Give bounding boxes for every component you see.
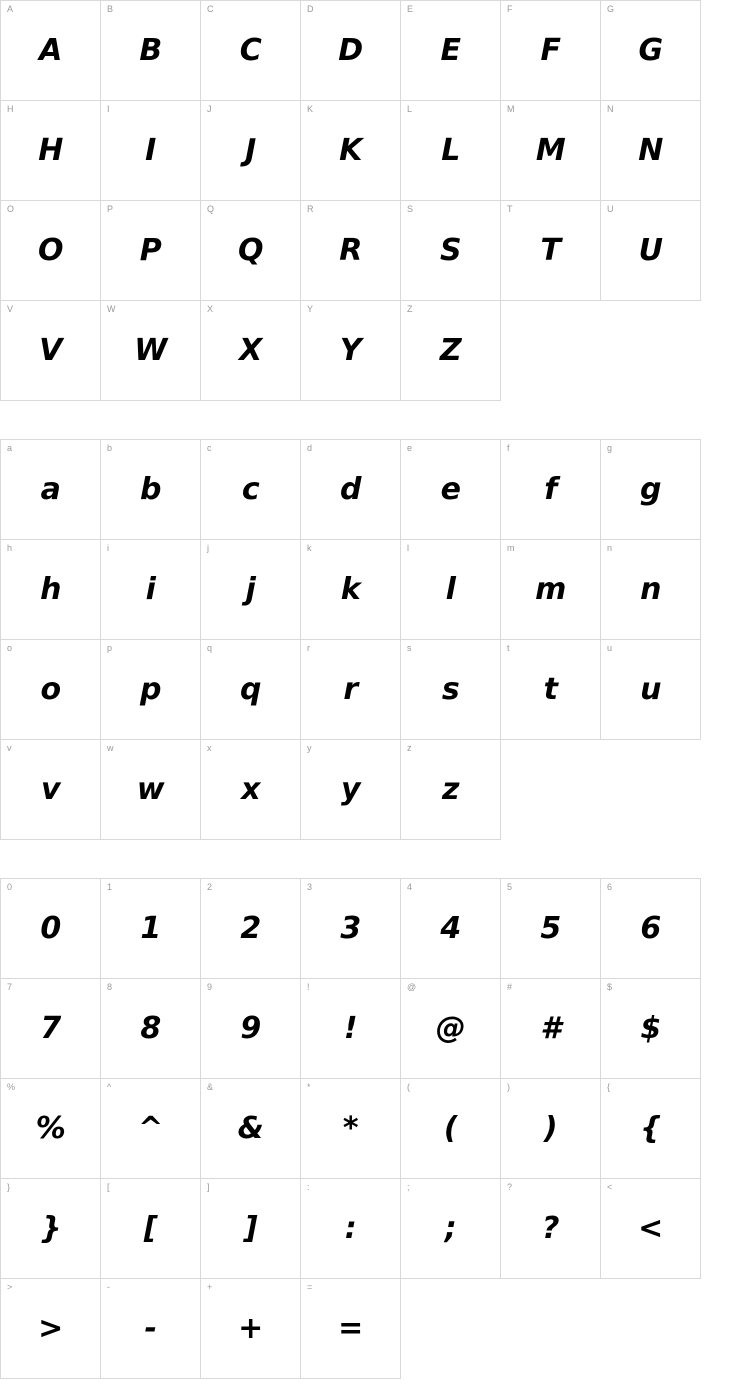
glyph-sample: r xyxy=(343,671,358,707)
glyph-cell-label: S xyxy=(407,204,414,214)
glyph-sample: Y xyxy=(339,332,362,368)
glyph-sample: * xyxy=(342,1110,359,1146)
glyph-sample: N xyxy=(638,132,663,168)
glyph-sample: ^ xyxy=(138,1110,163,1146)
glyph-sample: < xyxy=(638,1210,663,1246)
glyph-cell-label: $ xyxy=(607,982,613,992)
glyph-cell-label: U xyxy=(607,204,614,214)
glyph-sample: F xyxy=(540,32,561,68)
glyph-cell-label: V xyxy=(7,304,14,314)
glyph-cell xyxy=(1,1079,101,1179)
glyph-sample: k xyxy=(340,571,361,607)
glyph-cell-label: : xyxy=(307,1182,310,1192)
glyph-cell-label: f xyxy=(507,443,510,453)
glyph-cell-label: A xyxy=(7,4,14,14)
glyph-cell-label: o xyxy=(7,643,13,653)
glyph-cell-label: Y xyxy=(307,304,314,314)
glyph-cell xyxy=(201,1079,301,1179)
glyph-cell xyxy=(601,201,701,301)
glyph-cell-label: M xyxy=(507,104,515,114)
glyph-cell xyxy=(501,1,601,101)
glyph-cell-empty xyxy=(601,740,701,840)
glyph-cell xyxy=(601,440,701,540)
glyph-sample: 4 xyxy=(440,910,461,946)
glyph-cell-label: E xyxy=(407,4,414,14)
glyph-cell-empty xyxy=(501,301,601,401)
glyph-cell xyxy=(1,301,101,401)
glyph-cell-label: & xyxy=(207,1082,214,1092)
glyph-cell xyxy=(101,301,201,401)
glyph-cell xyxy=(501,640,601,740)
glyph-cell xyxy=(101,1079,201,1179)
glyph-sample: 2 xyxy=(240,910,261,946)
glyph-cell-label: * xyxy=(307,1082,311,1092)
glyph-cell xyxy=(201,1,301,101)
glyph-sample: V xyxy=(39,332,62,368)
glyph-cell xyxy=(201,1279,301,1379)
glyph-cell xyxy=(401,1,501,101)
glyph-cell-label: d xyxy=(307,443,313,453)
glyph-sample: o xyxy=(40,671,61,707)
glyph-cell-label: + xyxy=(207,1282,213,1292)
glyph-cell-label: P xyxy=(107,204,114,214)
glyph-cell-label: ! xyxy=(307,982,310,992)
glyph-cell-label: ? xyxy=(507,1182,513,1192)
glyph-cell-label: l xyxy=(407,543,409,553)
glyph-sample: & xyxy=(237,1110,264,1146)
glyph-sample: x xyxy=(241,771,260,807)
glyph-cell-label: > xyxy=(7,1282,13,1292)
glyph-cell-label: B xyxy=(107,4,114,14)
glyph-sample: $ xyxy=(640,1010,661,1046)
glyph-cell xyxy=(201,540,301,640)
glyph-cell xyxy=(201,740,301,840)
glyph-cell-label: W xyxy=(107,304,116,314)
glyph-sample: A xyxy=(39,32,62,68)
glyph-sample: g xyxy=(640,471,661,507)
glyph-cell-label: T xyxy=(507,204,513,214)
glyph-cell-label: u xyxy=(607,643,613,653)
block-spacer xyxy=(0,401,740,439)
glyph-cell-label: m xyxy=(507,543,515,553)
glyph-cell xyxy=(101,640,201,740)
glyph-cell xyxy=(101,879,201,979)
glyph-sample: : xyxy=(344,1210,357,1246)
glyph-cell-label: [ xyxy=(107,1182,110,1192)
glyph-cell xyxy=(601,101,701,201)
glyph-cell-label: z xyxy=(407,743,412,753)
glyph-cell xyxy=(401,201,501,301)
glyph-cell-label: j xyxy=(207,543,209,553)
glyph-block-symbols xyxy=(0,878,701,1379)
glyph-cell-label: G xyxy=(607,4,615,14)
glyph-sample: 5 xyxy=(540,910,561,946)
glyph-cell-label: y xyxy=(307,743,312,753)
glyph-cell xyxy=(301,979,401,1079)
glyph-sample: = xyxy=(338,1310,363,1346)
glyph-cell-label: < xyxy=(607,1182,613,1192)
glyph-cell-label: s xyxy=(407,643,412,653)
glyph-cell xyxy=(301,640,401,740)
glyph-cell xyxy=(301,101,401,201)
glyph-sample: - xyxy=(144,1310,157,1346)
glyph-cell xyxy=(401,740,501,840)
glyph-sample: D xyxy=(338,32,363,68)
glyph-sample: 3 xyxy=(340,910,361,946)
glyph-cell-label: 1 xyxy=(107,882,113,892)
glyph-cell-label: ] xyxy=(207,1182,210,1192)
glyph-sample: i xyxy=(145,571,156,607)
glyph-cell-label: t xyxy=(507,643,510,653)
glyph-cell-label: 9 xyxy=(207,982,213,992)
glyph-sample: C xyxy=(239,32,262,68)
glyph-sample: w xyxy=(136,771,165,807)
glyph-cell-label: x xyxy=(207,743,212,753)
glyph-cell-label: i xyxy=(107,543,109,553)
glyph-cell-label: 5 xyxy=(507,882,513,892)
glyph-cell-label: ; xyxy=(407,1182,410,1192)
glyph-sample: X xyxy=(239,332,262,368)
glyph-cell xyxy=(301,740,401,840)
glyph-cell-label: C xyxy=(207,4,214,14)
glyph-cell xyxy=(101,979,201,1079)
glyph-sample: u xyxy=(640,671,661,707)
glyph-sample: M xyxy=(535,132,566,168)
glyph-cell-label: ) xyxy=(507,1082,510,1092)
glyph-cell-label: 7 xyxy=(7,982,13,992)
glyph-cell xyxy=(401,879,501,979)
glyph-cell xyxy=(601,1,701,101)
glyph-cell xyxy=(401,640,501,740)
glyph-cell xyxy=(401,540,501,640)
glyph-sample: P xyxy=(139,232,162,268)
glyph-cell xyxy=(501,979,601,1079)
glyph-cell-label: 4 xyxy=(407,882,413,892)
glyph-sample: p xyxy=(140,671,161,707)
glyph-cell-label: J xyxy=(207,104,212,114)
glyph-sample: G xyxy=(638,32,663,68)
glyph-cell-label: p xyxy=(107,643,113,653)
glyph-sample: % xyxy=(35,1110,66,1146)
glyph-sample: b xyxy=(140,471,161,507)
glyph-sample: n xyxy=(640,571,661,607)
glyph-cell xyxy=(201,101,301,201)
glyph-cell-label: R xyxy=(307,204,314,214)
glyph-cell-label: D xyxy=(307,4,314,14)
glyph-cell-label: { xyxy=(607,1082,611,1092)
glyph-cell xyxy=(201,879,301,979)
glyph-sample: O xyxy=(37,232,63,268)
glyph-sample: > xyxy=(38,1310,63,1346)
glyph-cell-empty xyxy=(501,1279,601,1379)
glyph-cell xyxy=(301,540,401,640)
glyph-cell-label: X xyxy=(207,304,214,314)
glyph-cell xyxy=(301,201,401,301)
glyph-cell-label: K xyxy=(307,104,314,114)
glyph-cell xyxy=(1,640,101,740)
glyph-sample: l xyxy=(445,571,456,607)
glyph-cell-empty xyxy=(601,301,701,401)
glyph-sample: S xyxy=(439,232,462,268)
glyph-cell xyxy=(1,879,101,979)
glyph-sample: f xyxy=(544,471,557,507)
glyph-sample: 6 xyxy=(640,910,661,946)
glyph-cell xyxy=(301,440,401,540)
glyph-cell-label: k xyxy=(307,543,312,553)
glyph-cell xyxy=(601,540,701,640)
glyph-cell-label: 0 xyxy=(7,882,13,892)
glyph-sample: t xyxy=(543,671,558,707)
glyph-cell xyxy=(601,1079,701,1179)
glyph-cell xyxy=(1,1179,101,1279)
glyph-cell xyxy=(201,301,301,401)
glyph-sample: W xyxy=(134,332,167,368)
glyph-sample: L xyxy=(441,132,460,168)
glyph-sample: R xyxy=(339,232,362,268)
glyph-sample: + xyxy=(238,1310,263,1346)
glyph-block-lowercase xyxy=(0,439,701,840)
glyph-cell xyxy=(1,540,101,640)
glyph-cell-label: } xyxy=(7,1182,11,1192)
glyph-sample: m xyxy=(535,571,566,607)
glyph-cell xyxy=(201,201,301,301)
glyph-cell-label: 2 xyxy=(207,882,213,892)
glyph-sample: E xyxy=(440,32,461,68)
glyph-sample: h xyxy=(40,571,61,607)
glyph-cell-label: I xyxy=(107,104,110,114)
glyph-sample: d xyxy=(340,471,361,507)
glyph-sample: 0 xyxy=(40,910,61,946)
glyph-cell xyxy=(1,1279,101,1379)
glyph-sample: { xyxy=(640,1110,661,1146)
glyph-cell xyxy=(201,440,301,540)
glyph-sample: z xyxy=(442,771,459,807)
glyph-cell-label: - xyxy=(107,1282,110,1292)
glyph-sample: K xyxy=(339,132,362,168)
glyph-cell-label: ^ xyxy=(107,1082,112,1092)
glyph-cell xyxy=(501,540,601,640)
glyph-cell-label: # xyxy=(507,982,513,992)
glyph-cell-label: L xyxy=(407,104,413,114)
glyph-cell xyxy=(301,1079,401,1179)
glyph-cell xyxy=(101,540,201,640)
glyph-block-uppercase xyxy=(0,0,701,401)
glyph-cell xyxy=(601,640,701,740)
glyph-cell xyxy=(601,1179,701,1279)
glyph-sample: U xyxy=(638,232,663,268)
glyph-cell-empty xyxy=(401,1279,501,1379)
glyph-sample: ! xyxy=(343,1010,358,1046)
glyph-cell xyxy=(501,1179,601,1279)
glyph-cell xyxy=(601,879,701,979)
glyph-sample: v xyxy=(40,771,61,807)
glyph-cell-label: n xyxy=(607,543,613,553)
glyph-cell-label: ( xyxy=(407,1082,410,1092)
glyph-cell xyxy=(401,1179,501,1279)
glyph-cell xyxy=(101,740,201,840)
glyph-sample: y xyxy=(340,771,361,807)
glyph-sample: I xyxy=(145,132,156,168)
glyph-cell-label: Q xyxy=(207,204,215,214)
glyph-sample: ] xyxy=(243,1210,258,1246)
glyph-sample: @ xyxy=(435,1010,466,1046)
glyph-cell-label: % xyxy=(7,1082,16,1092)
glyph-cell xyxy=(501,440,601,540)
glyph-cell xyxy=(301,879,401,979)
glyph-cell xyxy=(1,101,101,201)
glyph-cell xyxy=(501,201,601,301)
glyph-cell xyxy=(301,1279,401,1379)
glyph-cell-label: g xyxy=(607,443,613,453)
glyph-cell-empty xyxy=(501,740,601,840)
glyph-sample: ; xyxy=(444,1210,457,1246)
glyph-cell xyxy=(101,201,201,301)
glyph-cell xyxy=(1,201,101,301)
glyph-sample: [ xyxy=(143,1210,158,1246)
glyph-cell xyxy=(101,440,201,540)
glyph-cell-label: r xyxy=(307,643,310,653)
glyph-cell xyxy=(101,1179,201,1279)
glyph-cell-label: = xyxy=(307,1282,313,1292)
glyph-cell-label: e xyxy=(407,443,413,453)
glyph-sample: j xyxy=(245,571,256,607)
glyph-cell xyxy=(1,979,101,1079)
glyph-cell-label: O xyxy=(7,204,15,214)
glyph-cell-label: h xyxy=(7,543,13,553)
glyph-cell xyxy=(201,640,301,740)
glyph-cell xyxy=(101,1279,201,1379)
glyph-cell-label: w xyxy=(107,743,114,753)
glyph-sample: a xyxy=(40,471,61,507)
block-spacer xyxy=(0,840,740,878)
glyph-cell-label: Z xyxy=(407,304,413,314)
glyph-sample: 7 xyxy=(40,1010,61,1046)
glyph-cell xyxy=(501,1079,601,1179)
glyph-cell xyxy=(401,979,501,1079)
glyph-cell xyxy=(401,440,501,540)
glyph-cell xyxy=(501,101,601,201)
glyph-cell xyxy=(1,1,101,101)
glyph-sample: 8 xyxy=(140,1010,161,1046)
glyph-sample: q xyxy=(240,671,261,707)
glyph-sample: } xyxy=(40,1210,61,1246)
glyph-cell xyxy=(601,979,701,1079)
glyph-cell-label: v xyxy=(7,743,12,753)
glyph-cell xyxy=(401,301,501,401)
glyph-cell xyxy=(501,879,601,979)
glyph-sample: 1 xyxy=(140,910,161,946)
glyph-cell xyxy=(101,1,201,101)
glyph-cell xyxy=(401,101,501,201)
glyph-cell xyxy=(301,301,401,401)
glyph-cell-label: F xyxy=(507,4,513,14)
glyph-sample: ) xyxy=(543,1110,558,1146)
glyph-sample: J xyxy=(245,132,256,168)
glyph-cell-label: a xyxy=(7,443,13,453)
glyph-cell xyxy=(301,1,401,101)
glyph-sample: # xyxy=(540,1010,561,1046)
glyph-cell-label: b xyxy=(107,443,113,453)
glyph-sample: s xyxy=(441,671,460,707)
glyph-cell-label: q xyxy=(207,643,213,653)
glyph-cell xyxy=(301,1179,401,1279)
glyph-sample: 9 xyxy=(240,1010,261,1046)
glyph-cell-empty xyxy=(601,1279,701,1379)
glyph-sample: c xyxy=(241,471,260,507)
glyph-sample: T xyxy=(540,232,561,268)
glyph-cell xyxy=(101,101,201,201)
glyph-cell xyxy=(1,740,101,840)
glyph-cell xyxy=(201,979,301,1079)
glyph-cell-label: @ xyxy=(407,982,417,992)
glyph-sample: ( xyxy=(443,1110,458,1146)
glyph-cell-label: 6 xyxy=(607,882,613,892)
glyph-sample: H xyxy=(38,132,63,168)
glyph-cell-label: c xyxy=(207,443,212,453)
glyph-sample: Q xyxy=(237,232,263,268)
glyph-cell xyxy=(401,1079,501,1179)
glyph-sample: Z xyxy=(439,332,462,368)
glyph-cell xyxy=(201,1179,301,1279)
glyph-sample: B xyxy=(139,32,162,68)
glyph-cell-label: H xyxy=(7,104,14,114)
glyph-cell-label: 3 xyxy=(307,882,313,892)
glyph-cell-label: N xyxy=(607,104,614,114)
glyph-sample: e xyxy=(440,471,461,507)
glyph-cell-label: 8 xyxy=(107,982,113,992)
glyph-cell xyxy=(1,440,101,540)
glyph-sample: ? xyxy=(542,1210,559,1246)
